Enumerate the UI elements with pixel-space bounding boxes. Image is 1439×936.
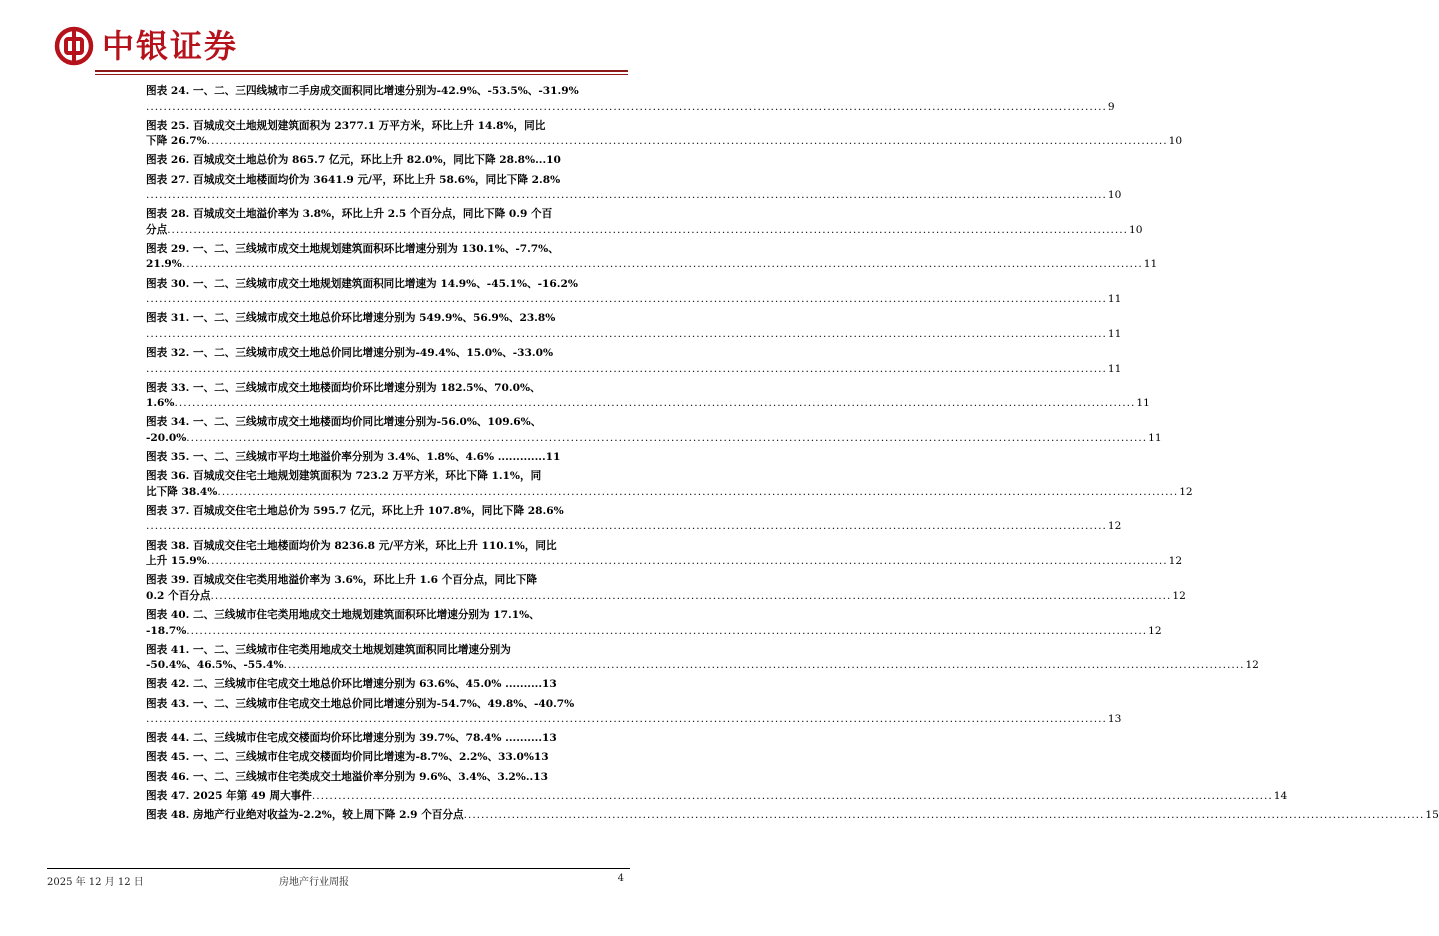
toc-page-number: 12 bbox=[1107, 520, 1122, 533]
toc-page-number: 12 bbox=[1172, 589, 1186, 602]
toc-leader-dots: ............................................................................................................................................................................................................................ bbox=[146, 327, 1107, 340]
toc-entry-title: 图表 42. 二、三线城市住宅成交土地总价环比增速分别为 63.6%、45.0% ..........13 bbox=[146, 678, 557, 691]
toc-entry-continuation: -18.7% bbox=[146, 624, 187, 637]
toc-page-number: 11 bbox=[1148, 431, 1162, 444]
toc-entry[interactable] bbox=[146, 770, 623, 786]
toc-entry[interactable] bbox=[146, 173, 1122, 204]
toc-entry-title: 图表 47. 2025 年第 49 周大事件 bbox=[146, 789, 312, 802]
toc-entry-continuation: 下降 26.7% bbox=[146, 135, 207, 148]
toc-leader-dots: ............................................................................................................................................................................................................................ bbox=[217, 485, 1179, 498]
toc-entry-continuation: 比下降 38.4% bbox=[146, 485, 218, 498]
toc-entry-title: 图表 26. 百城成交土地总价为 865.7 亿元，环比上升 82.0%，同比下降 28.8%...10 bbox=[146, 154, 561, 167]
toc-page-number: 12 bbox=[1179, 485, 1193, 498]
toc-entry[interactable] bbox=[146, 450, 623, 466]
brand-name: 中银证券 bbox=[102, 27, 239, 65]
toc-page-number: 11 bbox=[1143, 258, 1158, 271]
toc-entry-title: 图表 38. 百城成交住宅土地楼面均价为 8236.8 元/平方米，环比上升 110.1%，同比 bbox=[146, 539, 557, 552]
toc-leader-dots: ............................................................................................................................................................................................................................ bbox=[167, 223, 1129, 236]
toc-entry[interactable] bbox=[146, 153, 623, 169]
toc-leader-dots: ............................................................................................................................................................................................................................ bbox=[311, 789, 1273, 802]
toc-page-number: 11 bbox=[1107, 362, 1122, 375]
toc-entry[interactable] bbox=[146, 119, 1183, 150]
toc-leader-dots: ............................................................................................................................................................................................................................ bbox=[206, 135, 1168, 148]
toc-entry-title: 图表 28. 百城成交土地溢价率为 3.8%，环比上升 2.5 个百分点，同比下降 0.9 个百 bbox=[146, 208, 553, 221]
page-header bbox=[0, 0, 662, 80]
toc-entry-title: 图表 40. 二、三线城市住宅类用地成交土地规划建筑面积环比增速分别为 17.1%、 bbox=[146, 609, 540, 621]
toc-page-number: 11 bbox=[1136, 397, 1150, 410]
toc-entry[interactable] bbox=[146, 207, 1143, 238]
toc-entry-continuation: -20.0% bbox=[146, 431, 187, 444]
toc-page-number: 11 bbox=[1107, 327, 1122, 340]
toc-leader-dots: ............................................................................................................................................................................................................................ bbox=[146, 293, 1107, 306]
toc-leader-dots: ............................................................................................................................................................................................................................ bbox=[463, 809, 1425, 821]
toc-entry-title: 图表 36. 百城成交住宅土地规划建筑面积为 723.2 万平方米，环比下降 1.1%，同 bbox=[146, 470, 542, 483]
page-footer bbox=[47, 873, 624, 887]
toc-entry-continuation: 1.6% bbox=[146, 397, 175, 410]
toc-page-number: 10 bbox=[1129, 223, 1143, 236]
toc-entry-title: 图表 32. 一、二、三线城市成交土地总价同比增速分别为-49.4%、15.0%、-33.0% bbox=[146, 347, 554, 359]
toc-leader-dots: ............................................................................................................................................................................................................................ bbox=[146, 713, 1107, 726]
toc-page-number: 14 bbox=[1273, 789, 1288, 802]
header-rule-thin bbox=[95, 74, 628, 75]
toc-entry[interactable] bbox=[146, 277, 1122, 308]
toc-entry-title: 图表 45. 一、二、三线城市住宅成交楼面均价同比增速为-8.7%、2.2%、33.0%13 bbox=[146, 751, 549, 764]
toc-entry[interactable] bbox=[146, 750, 623, 766]
toc-entry-continuation: 上升 15.9% bbox=[146, 555, 207, 568]
toc-entry-continuation: 0.2 个百分点 bbox=[146, 589, 211, 602]
toc-leader-dots: ............................................................................................................................................................................................................................ bbox=[206, 555, 1168, 568]
toc-entry-continuation: -50.4%、46.5%、-55.4% bbox=[146, 659, 284, 672]
toc-entry-title: 图表 31. 一、二、三线城市成交土地总价环比增速分别为 549.9%、56.9%、23.8% bbox=[146, 312, 556, 325]
toc-page-number: 10 bbox=[1107, 189, 1122, 202]
toc-entry[interactable] bbox=[146, 697, 1122, 728]
bank-of-china-logo-icon bbox=[54, 26, 94, 66]
toc-entry-title: 图表 34. 一、二、三线城市成交土地楼面均价同比增速分别为-56.0%、109.6%、 bbox=[146, 416, 542, 429]
toc-entry[interactable] bbox=[146, 504, 1122, 535]
report-name: 房地产行业周报 bbox=[279, 877, 349, 888]
table-of-figures bbox=[146, 84, 1439, 827]
toc-entry-continuation: 分点 bbox=[146, 223, 168, 236]
toc-entry[interactable] bbox=[146, 381, 1150, 412]
footer-rule bbox=[47, 868, 630, 869]
toc-page-number: 12 bbox=[1245, 659, 1259, 672]
report-date: 2025 年 12 月 12 日 bbox=[47, 877, 144, 888]
toc-entry[interactable] bbox=[146, 415, 1162, 446]
toc-entry-title: 图表 35. 一、二、三线城市平均土地溢价率分别为 3.4%、1.8%、4.6% .............11 bbox=[146, 451, 561, 464]
header-rule bbox=[95, 70, 628, 72]
toc-page-number: 10 bbox=[1168, 135, 1183, 148]
toc-entry-title: 图表 46. 一、二、三线城市住宅类成交土地溢价率分别为 9.6%、3.4%、3.2%..13 bbox=[146, 770, 548, 783]
toc-entry-title: 图表 37. 百城成交住宅土地总价为 595.7 亿元，环比上升 107.8%，同比下降 28.6% bbox=[146, 504, 564, 517]
toc-leader-dots: ............................................................................................................................................................................................................................ bbox=[146, 362, 1107, 375]
toc-entry[interactable] bbox=[146, 84, 1115, 115]
toc-entry-title: 图表 44. 二、三线城市住宅成交楼面均价环比增速分别为 39.7%、78.4% ..........13 bbox=[146, 732, 557, 745]
toc-entry[interactable] bbox=[146, 643, 1259, 674]
toc-entry[interactable] bbox=[146, 469, 1193, 500]
toc-entry[interactable] bbox=[146, 789, 1288, 805]
toc-entry[interactable] bbox=[146, 346, 1122, 377]
toc-entry[interactable] bbox=[146, 311, 1122, 342]
toc-page-number: 12 bbox=[1148, 624, 1162, 637]
toc-page-number: 13 bbox=[1107, 713, 1122, 726]
toc-entry-title: 图表 24. 一、二、三四线城市二手房成交面积同比增速分别为-42.9%、-53.5%、-31.9% bbox=[146, 85, 579, 97]
toc-entry-title: 图表 25. 百城成交土地规划建筑面积为 2377.1 万平方米，环比上升 14.8%，同比 bbox=[146, 119, 546, 132]
toc-leader-dots: ............................................................................................................................................................................................................................ bbox=[146, 100, 1107, 113]
toc-entry-title: 图表 27. 百城成交土地楼面均价为 3641.9 元/平，环比上升 58.6%，同比下降 2.8% bbox=[146, 173, 561, 186]
toc-leader-dots: ............................................................................................................................................................................................................................ bbox=[146, 189, 1107, 202]
toc-leader-dots: ............................................................................................................................................................................................................................ bbox=[210, 589, 1172, 602]
toc-leader-dots: ............................................................................................................................................................................................................................ bbox=[186, 431, 1148, 444]
toc-page-number: 15 bbox=[1425, 809, 1439, 821]
toc-entry-title: 图表 48. 房地产行业绝对收益为-2.2%，较上周下降 2.9 个百分点 bbox=[146, 809, 464, 821]
toc-leader-dots: ............................................................................................................................................................................................................................ bbox=[174, 397, 1136, 410]
toc-leader-dots: ............................................................................................................................................................................................................................ bbox=[186, 624, 1148, 637]
toc-entry[interactable] bbox=[146, 242, 1158, 273]
brand-logo bbox=[54, 26, 238, 66]
toc-entry-title: 图表 29. 一、二、三线城市成交土地规划建筑面积环比增速分别为 130.1%、-7.7%、 bbox=[146, 242, 559, 255]
toc-leader-dots: ............................................................................................................................................................................................................................ bbox=[146, 520, 1107, 533]
toc-leader-dots: ............................................................................................................................................................................................................................ bbox=[283, 659, 1245, 672]
toc-entry[interactable] bbox=[146, 808, 1439, 824]
toc-entry[interactable] bbox=[146, 573, 1186, 604]
toc-page-number: 9 bbox=[1107, 100, 1115, 113]
toc-entry-title: 图表 30. 一、二、三线城市成交土地规划建筑面积同比增速为 14.9%、-45.1%、-16.2% bbox=[146, 277, 578, 290]
toc-entry-title: 图表 41. 一、二、三线城市住宅类用地成交土地规划建筑面积同比增速分别为 bbox=[146, 643, 511, 656]
page-number: 4 bbox=[617, 873, 624, 884]
toc-entry-continuation: 21.9% bbox=[146, 258, 182, 271]
toc-page-number: 11 bbox=[1107, 293, 1122, 306]
toc-leader-dots: ............................................................................................................................................................................................................................ bbox=[181, 258, 1143, 271]
toc-entry-title: 图表 39. 百城成交住宅类用地溢价率为 3.6%，环比上升 1.6 个百分点，同比下降 bbox=[146, 574, 538, 587]
toc-entry[interactable] bbox=[146, 539, 1183, 570]
toc-entry[interactable] bbox=[146, 731, 623, 747]
toc-entry-title: 图表 33. 一、二、三线城市成交土地楼面均价环比增速分别为 182.5%、70.0%、 bbox=[146, 381, 541, 394]
toc-entry[interactable] bbox=[146, 677, 623, 693]
toc-page-number: 12 bbox=[1168, 555, 1183, 568]
toc-entry-title: 图表 43. 一、二、三线城市住宅成交土地总价同比增速分别为-54.7%、49.8%、-40.7% bbox=[146, 697, 575, 710]
toc-entry[interactable] bbox=[146, 608, 1162, 639]
